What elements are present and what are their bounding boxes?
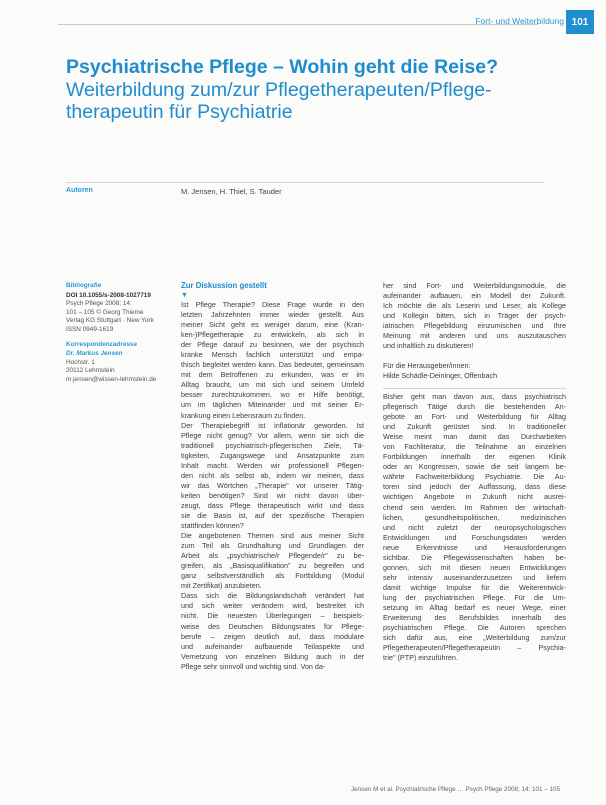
text-line: Bisher geht man davon aus, dass psychiatrisch [383,392,566,401]
text-line: oder an Kongressen, sowie die seit langem be- [383,462,566,472]
column-divider [383,388,566,389]
article-title: Psychiatrische Pflege – Wohin geht die Reise? [66,56,499,78]
text-line: chend sein werden. Im Rahmen der wirtschaft- [383,502,566,512]
text-line: Vernetzung von einzelnen Bildung auch in der [181,651,364,661]
text-line: sehr intensiv auseinanderzusetzen und liefern [383,572,566,582]
text-line: Meinung mit anderen und uns auszutauschen [383,331,566,341]
text-line: sichtbar. Die Pflegewissenschaften haben be- [383,552,566,562]
section-heading: Zur Diskussion gestellt [181,281,267,290]
text-line: pflegerisch Tätige durch die bestehenden An- [383,402,566,412]
editor-name: Hilde Schädle-Deininger, Offenbach [383,371,498,381]
correspondence-name: Dr. Markus Jensen [66,350,123,358]
footer-citation: Jensen M et al. Psychiatrische Pflege … Psych Pflege 2008; 14: 101 – 105 [351,786,560,793]
correspondence-email: m.jensen@wissen-lehmstein.de [66,375,157,383]
text-line: setzung im Alltag bedarf es neuer Wege, einer [383,602,566,612]
column-left-body [181,300,364,672]
correspondence-label: Korrespondenzadresse [66,340,138,348]
text-line: gonnen, sich mit diesen neuen Entwicklungen [383,562,566,572]
text-line: neue Erkenntnisse und Herausforderungen [383,542,566,552]
text-line: und nicht zuletzt der neuropsychologischen [383,522,566,532]
text-line: Erweiterung des Berufsbildes innerhalb des [383,613,566,623]
authors-names: M. Jensen, H. Thiel, S. Tauder [181,187,282,196]
subtitle-line-2: therapeutin für Psychiatrie [66,101,293,123]
bibliography-label: Bibliografie [66,282,102,289]
text-line: lichen, gesundheitspolitischen, medizinischen [383,512,566,522]
text-line: und Zukunft gerüstet sind. In traditioneller [383,422,566,432]
text-line: iatrischen Pflegebildung einzumischen und Ihre [383,321,566,331]
text-line: toren sind jedoch der Auffassung, dass diese [383,482,566,492]
doi-line: DOI 10.1055/s-2008-1027719 [66,291,151,299]
text-line: thisch begleitet werden kann. Das bedeutet, gemeinsam [181,360,364,370]
correspondence-line: Hochstr. 1 [66,358,95,366]
text-line: Weise meint man damit das Durcharbeiten [383,432,566,442]
column-right-body [383,392,566,663]
article-subtitle [66,79,586,123]
bibliography-line: Verlag KG Stuttgart · New York [66,317,154,325]
text-line: weise des Deutschen Bildungsrates für Pflege- [181,621,364,631]
authors-rule [66,182,544,183]
text-line: ganz selbstverständlich als Fortbildung (Modul [181,571,364,581]
text-line: um im täglichen Miteinander und mit seiner Er- [181,400,364,410]
column-right [383,281,566,381]
text-line: sie die Basis ist, auf der spezifische Therapien [181,510,364,520]
subtitle-line-1: Weiterbildung zum/zur Pflegetherapeuten/Pflege- [66,79,492,101]
text-line: lung der psychiatrischen Pflege. Für die Um- [383,592,566,602]
text-line: und Kollegin bitten, sich in Träger der psych- [383,311,566,321]
text-line: Pflege nicht genug? Vor allem, wenn sie sich die [181,430,364,440]
sidebar [66,282,166,385]
text-line: stattfinden können? [181,521,244,531]
text-line: mit Zertifikat) anzubieten. [181,581,262,591]
text-line: Ich möchte die als Leserin und Leser, als Kollege [383,301,566,311]
text-line: damit wichtige Impulse für die Weiterentwick- [383,582,566,592]
text-line: nicht. Die neuesten Überlegungen – beispiels- [181,611,364,621]
column-left [181,281,364,672]
text-line: Inhalt macht. Werden wir professionell Pflegen- [181,460,364,470]
text-line: meiner Sicht geht es weniger darum, eine (Kran- [181,320,364,330]
text-line: mit dem Betroffenen zu erkunden, was er im [181,370,364,380]
bibliography-line: ISSN 0949-1619 [66,325,114,333]
section-label: Fort- und Weiterbildung [475,16,564,26]
text-line: zeugt, dass Pflege therapeutisch wirkt und dass [181,500,364,510]
text-line: wichtigen Angebote in Zukunft nicht ausrei- [383,492,566,502]
text-line: letzten Jahrzehnten immer wieder gestellt. Aus [181,310,364,320]
column-right-main [383,392,566,663]
text-line: Pflegetherapeuten/Pflegetherapeutin – Psychia- [383,643,566,653]
text-line: Pflege sehr sinnvoll und wichtig sind. Von da- [181,661,326,671]
text-line: ken-)Pflegetherapie zu entwickeln, als sich in [181,330,364,340]
text-line: zum Teil als Grundhaltung und Grundlagen der [181,541,364,551]
text-line: aufeinander aufbauen, ein Modell der Zukunft. [383,291,566,301]
text-line: besser zurechtzukommen, wo er Hilfe benötigt, [181,390,364,400]
text-line: wir das Wörtchen „Therapie" vor unserer Tätig- [181,480,364,490]
text-line: Ist Pflege Therapie? Diese Frage wurde in den [181,300,364,309]
text-line: und inhaltlich zu diskutieren! [383,341,474,351]
text-line: und aufeinander aufbauende Teilaspekte und [181,641,364,651]
editor-label: Für die Herausgeber/innen: [383,361,471,371]
text-line: Die angebotenen Themen sind aus meiner Sicht [181,531,364,541]
text-line: Dass sich die Bildungslandschaft verändert hat [181,591,364,601]
text-line: Entwicklungen und Forschungsdaten werden [383,532,566,542]
text-line: kranke Mensch fachlich unterstützt und empa- [181,350,364,360]
text-line: der Pflege darauf zu besinnen, wie der psychisch [181,340,364,350]
text-line: währte Fachweiterbildung Psychiatrie. Die Au- [383,472,566,482]
text-line: Arbeit als „psychiatrische/r Pflegende/r" zu be- [181,551,364,561]
text-line: greifen, als „Basisqualifikation" zu begreifen und [181,561,364,571]
text-line: und sich weiter verändern wird, bestreitet ich [181,601,364,611]
text-line: Der Therapiebegriff ist inflationär geworden. Ist [181,420,364,430]
text-line: her sind Fort- und Weiterbildungsmodule, die [383,281,566,290]
heading-marker: ▼ [181,292,188,299]
text-line: von Fachliteratur, die Teilnahme an einzelnen [383,442,566,452]
page-number-badge: 101 [566,10,594,34]
text-line: berufe – zeigen deutlich auf, dass modulare [181,631,364,641]
text-line: krankung einen Lebensraum zu finden. [181,410,306,420]
bibliography-line: Psych Pflege 2008; 14: [66,300,132,308]
correspondence-line: 20112 Lehmstein [66,367,115,375]
bibliography-line: 101 – 105 © Georg Thieme [66,308,144,316]
header-rule [58,24,538,25]
text-line: gebote an Fort- und Weiterbildung für Alltag [383,412,566,422]
text-line: Fortbildungen innerhalb der eigenen Klinik [383,452,566,462]
authors-label: Autoren [66,187,93,194]
text-line: traditionell psychiatrisch-pflegerischen Ziele, Tä- [181,440,364,450]
text-line: den nicht als selbst ab, indem wir meinen, dass [181,470,364,480]
text-line: sich dafür aus, eine „Weiterbildung zum/zur [383,633,566,643]
text-line: trie" (PTP) einzuführen. [383,653,458,663]
text-line: psychiatrischen Pflege. Die Autoren sprechen [383,623,566,633]
text-line: Alltag braucht, um mit sich und seinem Umfeld [181,380,364,390]
text-line: keiten benötigen? Sind wir nicht davon über- [181,490,364,500]
column-right-intro [383,281,566,351]
text-line: tigkeiten, Zugangswege und Ansatzpunkte zum [181,450,364,460]
